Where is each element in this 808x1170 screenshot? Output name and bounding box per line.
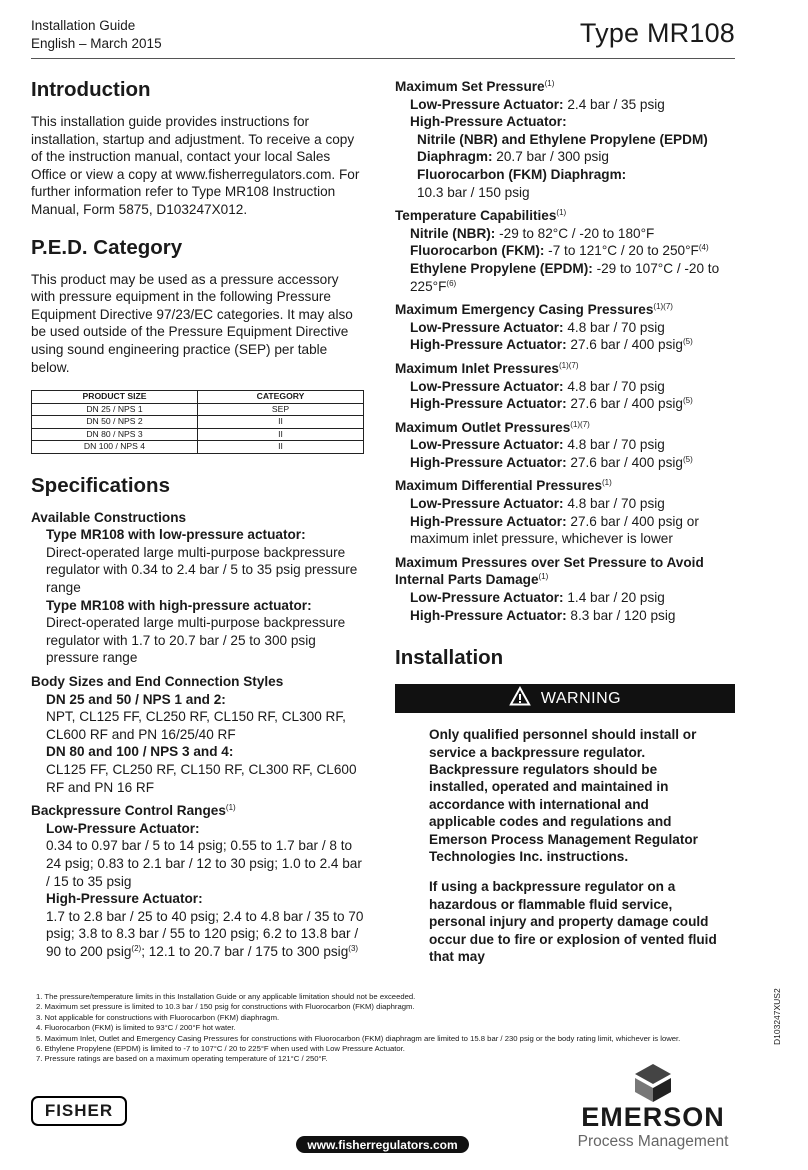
table-cell: DN 80 / NPS 3 bbox=[32, 428, 198, 441]
spec-title: Maximum Outlet Pressures$^{(1)(7)}$ bbox=[395, 419, 590, 435]
spec-line: Nitrile (NBR): -29 to 82°C / -20 to 180°F bbox=[410, 225, 655, 241]
table-header: PRODUCT SIZE bbox=[32, 391, 198, 404]
table-row bbox=[32, 403, 364, 416]
spec-subtitle: Low-Pressure Actuator: bbox=[46, 820, 200, 836]
table-cell: II bbox=[198, 416, 364, 429]
spec-over-set-pressure bbox=[395, 554, 735, 624]
left-column bbox=[31, 78, 364, 960]
footnote: 1. The pressure/temperature limits in this Installation Guide or any applicable limitation should not be exceeded. bbox=[36, 992, 416, 1001]
spec-title: Maximum Pressures over Set Pressure to Avoid Internal Parts Damage$^{(1)}$ bbox=[395, 554, 704, 588]
footnote: 4. Fluorocarbon (FKM) is limited to 93°C / 200°F hot water. bbox=[36, 1023, 236, 1033]
table-cell: DN 100 / NPS 4 bbox=[32, 441, 198, 454]
table-row bbox=[32, 441, 364, 454]
spec-line: Low-Pressure Actuator: 4.8 bar / 70 psig bbox=[410, 437, 665, 453]
spec-text: CL125 FF, CL250 RF, CL150 RF, CL300 RF, CL600 RF and PN 16 RF bbox=[46, 761, 357, 795]
doc-language-date: English – March 2015 bbox=[31, 36, 162, 51]
warning-paragraph: If using a backpressure regulator on a hazardous or flammable fluid service, personal injury and property damage could occur due to fire or explosion of vented fluid that may bbox=[429, 879, 717, 965]
warning-banner bbox=[395, 684, 735, 713]
spec-differential bbox=[395, 477, 735, 547]
warning-triangle-icon bbox=[509, 686, 531, 711]
fisher-logo-text: FISHER bbox=[44, 1101, 114, 1120]
footnote: 6. Ethylene Propylene (EPDM) is limited to -7 to 107°C / 20 to 225°F when used with Low Pressure Actuator. bbox=[36, 1044, 405, 1054]
spec-line: Low-Pressure Actuator: 4.8 bar / 70 psig bbox=[410, 496, 665, 512]
spec-title: Maximum Differential Pressures$^{(1)}$ bbox=[395, 478, 612, 494]
spec-line: High-Pressure Actuator: 27.6 bar / 400 psig or maximum inlet pressure, whichever is lower bbox=[410, 513, 699, 547]
spec-body-sizes bbox=[31, 673, 364, 796]
spec-line: High-Pressure Actuator: 27.6 bar / 400 psig$^{(5)}$ bbox=[410, 396, 693, 412]
table-cell: II bbox=[198, 441, 364, 454]
spec-subtitle: Fluorocarbon (FKM) Diaphragm: bbox=[417, 166, 627, 182]
footnote: 2. Maximum set pressure is limited to 10.3 bar / 150 psig for constructions with Fluorocarbon (FKM) diaphragm. bbox=[36, 1002, 415, 1012]
spec-max-set-pressure bbox=[395, 78, 735, 201]
spec-text: Direct-operated large multi-purpose backpressure regulator with 0.34 to 2.4 bar / 5 to 35 psig pressure range bbox=[46, 544, 358, 595]
spec-line: Low-Pressure Actuator: 1.4 bar / 20 psig bbox=[410, 590, 665, 606]
table-row bbox=[32, 428, 364, 441]
spec-line: High-Pressure Actuator: 27.6 bar / 400 psig$^{(5)}$ bbox=[410, 454, 693, 470]
footnotes bbox=[36, 992, 746, 1065]
spec-title: Backpressure Control Ranges$^{(1)}$ bbox=[31, 803, 236, 819]
spec-line: Ethylene Propylene (EPDM): -29 to 107°C / -20 to $225^\circ F^{(6)}$ bbox=[410, 260, 720, 294]
warning-body bbox=[395, 726, 735, 965]
table-header: CATEGORY bbox=[198, 391, 364, 404]
website-link[interactable]: www.fisherregulators.com bbox=[296, 1136, 469, 1153]
spec-title: Temperature Capabilities$^{(1)}$ bbox=[395, 208, 567, 224]
footnote: 3. Not applicable for constructions with Fluorocarbon (FKM) diaphragm. bbox=[36, 1012, 280, 1022]
header-divider bbox=[31, 58, 735, 59]
spec-line: Fluorocarbon (FKM): -7 to 121°C / 20 to $250^\circ F^{(4)}$ bbox=[410, 243, 709, 259]
table-cell: DN 50 / NPS 2 bbox=[32, 416, 198, 429]
table-cell: DN 25 / NPS 1 bbox=[32, 403, 198, 416]
spec-subtitle: High-Pressure Actuator: bbox=[410, 114, 567, 130]
spec-subtitle: Type MR108 with high-pressure actuator: bbox=[46, 597, 312, 613]
spec-inlet bbox=[395, 360, 735, 413]
spec-line: High-Pressure Actuator: 27.6 bar / 400 psig$^{(5)}$ bbox=[410, 337, 693, 353]
emerson-mark-icon bbox=[631, 1064, 675, 1102]
table-cell: SEP bbox=[198, 403, 364, 416]
spec-subtitle: DN 25 and 50 / NPS 1 and 2: bbox=[46, 691, 226, 707]
spec-emergency-casing bbox=[395, 301, 735, 354]
spec-title: Maximum Inlet Pressures$^{(1)(7)}$ bbox=[395, 360, 579, 376]
footnote: 5. Maximum Inlet, Outlet and Emergency Casing Pressures for constructions with Fluorocarbon (FKM) diaphragm are limited to 15.8 bar / 230 psig or the body rating limit, whichever is lower. bbox=[36, 1033, 681, 1043]
right-column bbox=[395, 78, 735, 966]
ped-heading: P.E.D. Category bbox=[31, 235, 183, 259]
spec-title: Body Sizes and End Connection Styles bbox=[31, 673, 284, 689]
spec-line: Low-Pressure Actuator: 2.4 bar / 35 psig bbox=[410, 96, 665, 112]
fisher-logo bbox=[31, 1096, 127, 1126]
spec-title: Maximum Emergency Casing Pressures$^{(1)(7)}$ bbox=[395, 302, 673, 318]
spec-text: Direct-operated large multi-purpose backpressure regulator with 1.7 to 20.7 bar / 25 to 300 psig pressure range bbox=[46, 615, 346, 666]
intro-heading: Introduction bbox=[31, 78, 151, 101]
spec-outlet bbox=[395, 419, 735, 472]
spec-available-constructions bbox=[31, 509, 364, 667]
installation-heading: Installation bbox=[395, 646, 504, 670]
spec-title: Available Constructions bbox=[31, 509, 187, 525]
spec-subtitle: DN 80 and 100 / NPS 3 and 4: bbox=[46, 744, 234, 760]
spec-line: High-Pressure Actuator: 8.3 bar / 120 psig bbox=[410, 607, 676, 623]
ped-category-table bbox=[31, 390, 364, 454]
specs-heading: Specifications bbox=[31, 473, 170, 497]
spec-backpressure-ranges bbox=[31, 802, 364, 960]
ped-body: This product may be used as a pressure accessory with pressure equipment in the following Pressure Equipment Directive 97/23/EC categories. It may also be used outside of the Pressure Equipment Directive using sound engineering practice (SEP) per table below. bbox=[31, 271, 353, 375]
emerson-logo bbox=[573, 1064, 733, 1154]
intro-body: This installation guide provides instructions for installation, startup and adjustment. To receive a copy of the instruction manual, contact your local Sales Office or view a copy at www.fisherregulators.com. For further information refer to Type MR108 Instruction Manual, Form 5875, D103247X012. bbox=[31, 114, 360, 217]
emerson-wordmark: EMERSON bbox=[581, 1102, 725, 1132]
spec-temperature bbox=[395, 207, 735, 295]
doc-type: Installation Guide bbox=[31, 18, 136, 33]
document-id: D103247XUS2 bbox=[772, 988, 782, 1045]
footnote: 7. Pressure ratings are based on a maximum operating temperature of 121°C / 250°F. bbox=[36, 1054, 328, 1064]
spec-title: Maximum Set Pressure$^{(1)}$ bbox=[395, 79, 555, 94]
warning-paragraph: Only qualified personnel should install or service a backpressure regulator. Backpressure regulators should be installed, operated and maintained in accordance with international and applicable codes and regulations and Emerson Process Management Regulator Technologies Inc. instructions. bbox=[429, 727, 698, 865]
spec-line: Nitrile (NBR) and Ethylene Propylene (EPDM) Diaphragm: 20.7 bar / 300 psig bbox=[417, 131, 708, 165]
table-cell: II bbox=[198, 428, 364, 441]
spec-text: 0.34 to 0.97 bar / 5 to 14 psig; 0.55 to 1.7 bar / 8 to 24 psig; 0.83 to 2.1 bar / 12 to 30 psig; 1.0 to 2.4 bar / 15 to 35 psig bbox=[46, 838, 362, 889]
table-row bbox=[32, 416, 364, 429]
product-title: Type MR108 bbox=[579, 18, 735, 48]
spec-subtitle: High-Pressure Actuator: bbox=[46, 891, 203, 907]
spec-text: 1.7 to 2.8 bar / 25 to 40 psig; 2.4 to 4.8 bar / 35 to 70 psig; 3.8 to 8.3 bar / 55 to 120 psig; 6.2 to 13.8 bar / 90 to 200 psig$^{(2)}$; 12.1 to 20.7 bar / 175 to 300 psig$^{(3)}$ bbox=[46, 908, 364, 959]
warning-label: WARNING bbox=[540, 689, 622, 707]
spec-text: NPT, CL125 FF, CL250 RF, CL150 RF, CL300 RF, CL600 RF and PN 16/25/40 RF bbox=[46, 709, 346, 742]
emerson-subtitle: Process Management bbox=[577, 1133, 729, 1150]
spec-line: Low-Pressure Actuator: 4.8 bar / 70 psig bbox=[410, 378, 665, 394]
spec-line: Low-Pressure Actuator: 4.8 bar / 70 psig bbox=[410, 319, 665, 335]
spec-subtitle: Type MR108 with low-pressure actuator: bbox=[46, 527, 306, 543]
header-meta bbox=[31, 17, 162, 53]
spec-text: 10.3 bar / 150 psig bbox=[417, 184, 530, 200]
